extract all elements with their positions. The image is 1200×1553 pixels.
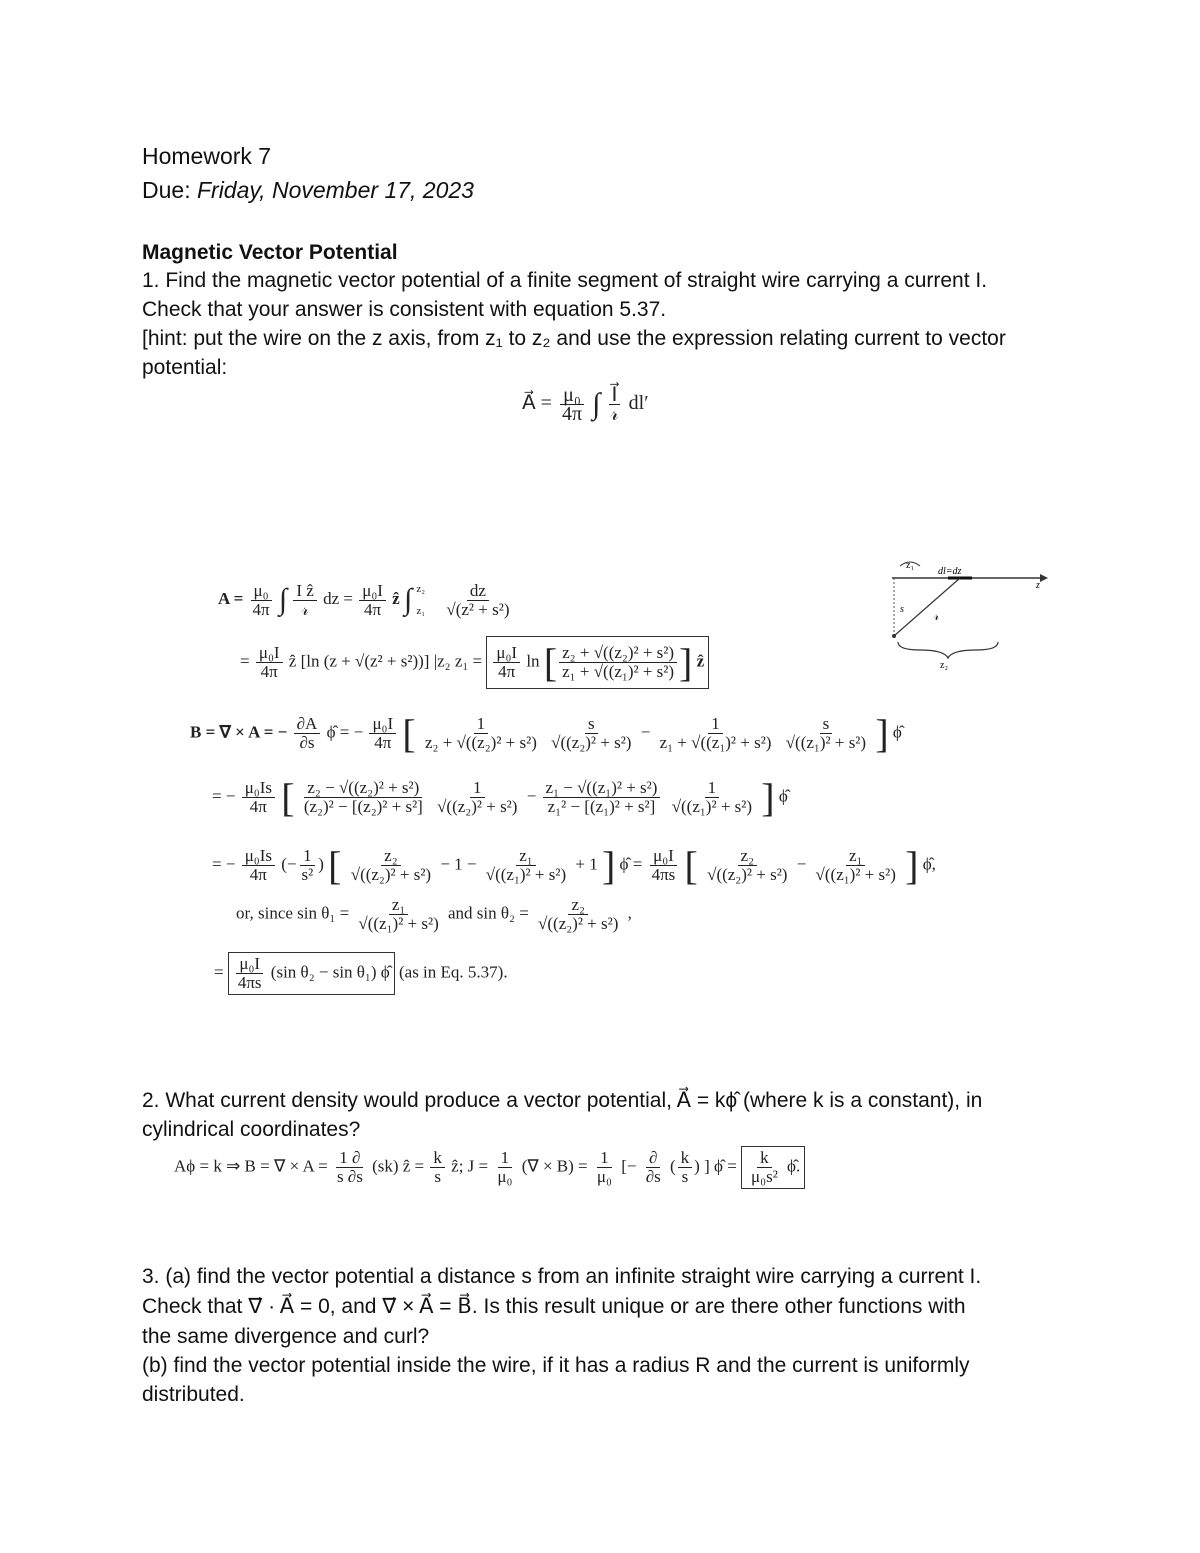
sol1-l5-p-den: s² [301, 865, 314, 884]
q2-sol-mid3: (∇ × B) = [521, 1156, 588, 1176]
hint-coef-num: μ₀ [560, 386, 584, 405]
sol1-l5-m1: − 1 − [440, 854, 477, 874]
sol1-l4-c2-den: z₁² − [(z₁)² + s²] [547, 797, 656, 816]
sol1-l5-phi: ϕ̂, [922, 854, 936, 874]
q2-sol-br-post: ] ϕ̂ = [704, 1156, 737, 1176]
sol1-l4-c2-num: z₁ − √((z₁)² + s²) [543, 779, 661, 798]
q2-sol-p-den: s [681, 1167, 689, 1186]
sol1-l3-c2-num: 1 [708, 715, 723, 734]
q2-sol-box-tail: ϕ̂. [787, 1156, 801, 1176]
sol1-l2-ln: ln [526, 651, 540, 671]
sol1-l5-e-den: √((z₂)² + s²) [707, 865, 788, 884]
sol1-l3-phi: ϕ̂ [892, 722, 902, 742]
hint-formula [522, 386, 649, 423]
due-line [142, 176, 474, 205]
sol1-l5-b-num: z₁ [516, 847, 535, 866]
sol1-l7-body: (sin θ₂ − sin θ₁) ϕ̂ [270, 962, 390, 982]
sol1-l7-note: (as in Eq. 5.37). [398, 962, 508, 982]
sol1-l1-f1-num: μ₀ [251, 582, 272, 601]
q2-sol-a-num: 1 ∂ [336, 1149, 363, 1168]
sol1-l1-upper: z₂ [416, 583, 426, 595]
sol1-l3-c-den: 4π [374, 733, 392, 752]
sol1-l3-minus: − [640, 722, 651, 742]
q1-text-line3: [hint: put the wire on the z axis, from z₁ to z₂ and use the expression relating current to vector [142, 327, 1006, 350]
sol1-l6-b-num: z₂ [568, 896, 587, 915]
q2-sol-e-den: ∂s [645, 1167, 661, 1186]
sol1-l5-a-den: √((z₂)² + s²) [350, 865, 432, 884]
sol1-l2-zhat: ẑ [696, 651, 705, 671]
sol1-l5-f-den: √((z₁)² + s²) [815, 865, 896, 884]
q1-text-line4: potential: [142, 356, 228, 379]
sol1-l5-mid: ϕ̂ = [619, 854, 643, 874]
q2-sol-d-den: μ₀ [596, 1167, 612, 1186]
sol1-l1-f2-den: 𝓇 [301, 599, 309, 619]
sol1-l1-f3-num: μ₀I [359, 582, 386, 601]
sol1-l4-d2-den: √((z₁)² + s²) [671, 797, 753, 816]
q1-text-line1: 1. Find the magnetic vector potential of a finite segment of straight wire carrying a current I. [142, 269, 988, 292]
sol1-l3-d-den: ∂s [299, 733, 315, 752]
sol1-l7-boxed-result [228, 952, 395, 995]
sol1-l4-c-num: μ₀Is [242, 779, 275, 798]
q2-sol-br-pre: [− [621, 1156, 637, 1176]
sol1-l2-eq: = [240, 651, 250, 671]
sol1-l3-a-den: z₂ + √((z₂)² + s²) [424, 733, 537, 752]
q2-sol-mid1: (sk) ẑ = [372, 1156, 425, 1176]
sol1-l5-c2-den: 4πs [651, 865, 676, 884]
q2-text-line1: 2. What current density would produce a vector potential, A⃗ = kϕ̂ (where k is a constant), in [142, 1089, 983, 1112]
sol1-l4-b-den: √((z₂)² + s²) [437, 797, 518, 816]
axis-arrowhead [1040, 574, 1048, 582]
sol1-l4-c-den: 4π [249, 797, 267, 816]
sol1-l5-c-den: 4π [249, 865, 267, 884]
sol1-l5-f-num: z₁ [846, 847, 865, 866]
sol1-l5-p-num: 1 [300, 847, 315, 866]
sol1-l1-f4-den: √(z² + s²) [446, 599, 510, 619]
sol1-l4-minus: − [526, 786, 537, 806]
sol1-l2-ln-den: z₁ + √((z₁)² + s²) [562, 662, 675, 681]
s-label: s [900, 604, 904, 615]
sol1-line7 [214, 952, 508, 995]
sol1-l3-c-num: μ₀I [369, 715, 396, 734]
q2-text-line2: cylindrical coordinates? [142, 1118, 361, 1141]
sol1-l1-zhat: ẑ [392, 588, 400, 608]
q3-text-line4: (b) find the vector potential inside the wire, if it has a radius R and the current is uniformly [142, 1354, 970, 1377]
sol1-line3: B = ∇ × A = − $\frac{\partial A}{\partial s}$ ϕ̂ = − $\frac{\text{μ₀I}}{4\pi}$ [ $\frac{1}{\text{z₂ + √((z₂)² + s²)}}$ $\frac{s}{\text{√((z₂)² + s²)}}$ − $\frac{1}{\text{z₁ + √((z₁)² + s²)}}$ $\frac{s}{\text{√((z₁)² + s²)}}$ ] ϕ̂ [190, 711, 902, 756]
sol1-l4-d2-num: 1 [705, 779, 720, 798]
sol1-l3-lhs: B = ∇ × A = − [190, 722, 288, 742]
sol1-l1-mid: dz = [323, 588, 353, 608]
hint-int-num: I⃗ [609, 386, 621, 405]
sol1-l2-ln-num: z₂ + √((z₂)² + s²) [559, 644, 677, 663]
sol1-l2-box-den: 4π [498, 662, 516, 681]
q2-sol-d-num: 1 [597, 1149, 612, 1168]
sol1-line2 [240, 636, 709, 689]
sol1-l3-d2-den: √((z₁)² + s²) [785, 733, 867, 752]
sol1-l3-d-num: ∂A [294, 715, 321, 734]
sol1-l5-b-den: √((z₁)² + s²) [485, 865, 567, 884]
sol1-l5-e-num: z₂ [738, 847, 757, 866]
sol1-l2-body: ẑ [ln (z + √(z² + s²))] [288, 651, 430, 671]
sol1-l4-phi: ϕ̂ [778, 786, 788, 806]
sol1-line4: = − $\frac{\text{μ₀Is}}{4\pi}$ [ $\frac{\text{z₂ − √((z₂)² + s²)}}{\text{(z₂)² − [(z₂)² + s²]}}$ $\frac{1}{\text{√((z₂)² + s²)}}$ − $\frac{\text{z₁ − √((z₁)² + s²)}}{\text{z₁² − [(z₁)² + s²]}}$ $\frac{1}{\text{√((z₁)² + s²)}}$ ] ϕ̂ [212, 775, 788, 820]
sol1-l2-limits: |z₂ z₁ = [433, 651, 483, 671]
sol1-l5-eq: = − [212, 854, 236, 874]
hint-int-den: 𝓇 [610, 403, 619, 425]
sol1-l5-p-post: ) [318, 854, 324, 874]
sol1-l5-c2-num: μ₀I [650, 847, 677, 866]
sol1-l5-minus: − [796, 854, 807, 874]
sol1-l5-a-num: z₂ [381, 847, 400, 866]
z2-brace [898, 642, 998, 658]
sol1-l2-f1-den: 4π [260, 662, 278, 681]
q2-sol-c-num: 1 [498, 1149, 513, 1168]
sol1-l2-f1-num: μ₀I [256, 644, 283, 663]
hint-tail: dl′ [628, 392, 649, 415]
sol1-l2-box-num: μ₀I [493, 644, 520, 663]
q2-solution: Aϕ = k ⇒ B = ∇ × A = $\frac{1 \partial}{s \partial s}$ (sk) ẑ = $\frac{k}{s}$ ẑ; J = $\frac{1}{\text{μ₀}}$ (∇ × B) = $\frac{1}{\text{μ₀}}$ [− $\frac{\partial}{\partial s}$ ( $\frac{k}{s}$ ) ] ϕ̂ = $\frac{k}{\text{μ₀s²}}$ ϕ̂. [174, 1146, 805, 1189]
sol1-l2-boxed-result: $\frac{\text{μ₀I}}{4\pi}$ ln [ $\frac{\text{z₂ + √((z₂)² + s²)}}{\text{z₁ + √((z₁)² + s²)}}$ ] ẑ [486, 636, 709, 689]
sol1-l1-lhs: A = [218, 588, 244, 608]
due-date: Friday, November 17, 2023 [196, 177, 474, 203]
sol1-l1-integral: ∫ [278, 583, 288, 616]
sol1-l1-f1-den: 4π [252, 599, 270, 619]
sol1-line5: = − $\frac{\text{μ₀Is}}{4\pi}$ (− $\frac{1}{\text{s²}}$ ) [ $\frac{\text{z₂}}{\text{√((z₂)² + s²)}}$ − 1 − $\frac{\text{z₁}}{\text{√((z₁)² + s²)}}$ + 1 ] ϕ̂ = $\frac{\text{μ₀I}}{4\pi s}$ [ $\frac{\text{z₂}}{\text{√((z₂)² + s²)}}$ − $\frac{\text{z₁}}{\text{√((z₁)² + s²)}}$ ] ϕ̂, [212, 843, 936, 888]
sol1-l7-c-den: 4πs [237, 973, 262, 992]
q2-sol-e-num: ∂ [646, 1149, 660, 1168]
sol1-l1-f2-num: I ẑ [293, 582, 316, 601]
sol1-l3-c2-den: z₁ + √((z₁)² + s²) [659, 733, 772, 752]
q2-boxed-result [741, 1146, 805, 1189]
hint-coef-den: 4π [561, 403, 583, 425]
q3-text-line1: 3. (a) find the vector potential a distance s from an infinite straight wire carrying a current I. [142, 1265, 982, 1288]
sol1-l3-mid: ϕ̂ = − [326, 722, 364, 742]
sol1-l6-a-den: √((z₁)² + s²) [358, 914, 439, 933]
homework-title: Homework 7 [142, 143, 272, 169]
z2-label: z₂ [940, 660, 948, 671]
sol1-l4-eq: = − [212, 786, 236, 806]
sol1-l5-c-num: μ₀Is [242, 847, 275, 866]
q2-sol-box-den: μ₀s² [751, 1167, 778, 1186]
sol1-line6 [236, 896, 632, 933]
sol1-l6-mid: and sin θ₂ = [448, 903, 529, 923]
sol1-l5-p-pre: (− [281, 854, 297, 874]
q3-text-line2: Check that ∇⃗ · A⃗ = 0, and ∇⃗ × A⃗ = B⃗. Is this result unique or are there other functions with [142, 1295, 966, 1318]
q2-sol-a-den: s ∂s [336, 1167, 363, 1186]
sol1-l1-integral2: ∫ [403, 583, 413, 616]
sol1-line1 [218, 578, 515, 622]
sol1-l6-b-den: √((z₂)² + s²) [538, 914, 619, 933]
q2-sol-b-den: s [434, 1167, 441, 1186]
sol1-l4-a-den: (z₂)² − [(z₂)² + s²] [303, 797, 423, 816]
field-point [892, 634, 896, 638]
dl-label: dl=dz [938, 566, 962, 577]
sol1-l3-b-num: s [585, 715, 598, 734]
sol1-l3-b-den: √((z₂)² + s²) [551, 733, 632, 752]
q2-sol-mid2: ẑ; J = [451, 1156, 489, 1176]
q2-sol-c-den: μ₀ [497, 1167, 513, 1186]
sol1-l1-lower: z₁ [416, 605, 426, 617]
q3-text-line5: distributed. [142, 1383, 245, 1406]
sol1-l6-post: , [627, 903, 632, 923]
sol1-l3-a-num: 1 [474, 715, 489, 734]
q2-sol-box-num: k [757, 1149, 772, 1168]
sol1-l5-p1: + 1 [575, 854, 598, 874]
q2-sol-b-num: k [430, 1149, 445, 1168]
sol1-l7-eq: = [214, 962, 224, 982]
sol1-l1-f3-den: 4π [364, 599, 382, 619]
sol1-l6-pre: or, since sin θ₁ = [236, 903, 350, 923]
due-label: Due: [142, 177, 191, 203]
hint-lhs: A⃗ = [522, 392, 552, 415]
sol1-l6-a-num: z₁ [389, 896, 408, 915]
q1-text-line2: Check that your answer is consistent with equation 5.37. [142, 298, 667, 321]
z1-label: z₁ [906, 560, 914, 571]
sol1-l3-d2-num: s [820, 715, 833, 734]
q3-text-line3: the same divergence and curl? [142, 1325, 430, 1348]
hint-integral: ∫ [592, 387, 601, 421]
wire-diagram [880, 556, 1060, 676]
r-label: 𝓇 [934, 609, 940, 623]
q2-sol-pre: Aϕ = k ⇒ B = ∇ × A = [174, 1156, 328, 1176]
z-axis-label: z [1036, 580, 1040, 591]
sol1-l4-a-num: z₂ − √((z₂)² + s²) [304, 779, 422, 798]
sol1-l4-b-num: 1 [470, 779, 485, 798]
section-heading: Magnetic Vector Potential [142, 241, 398, 264]
q2-sol-p-num: k [678, 1149, 693, 1168]
sol1-l1-f4-num: dz [467, 582, 489, 601]
sol1-l7-c-num: μ₀I [236, 955, 263, 974]
